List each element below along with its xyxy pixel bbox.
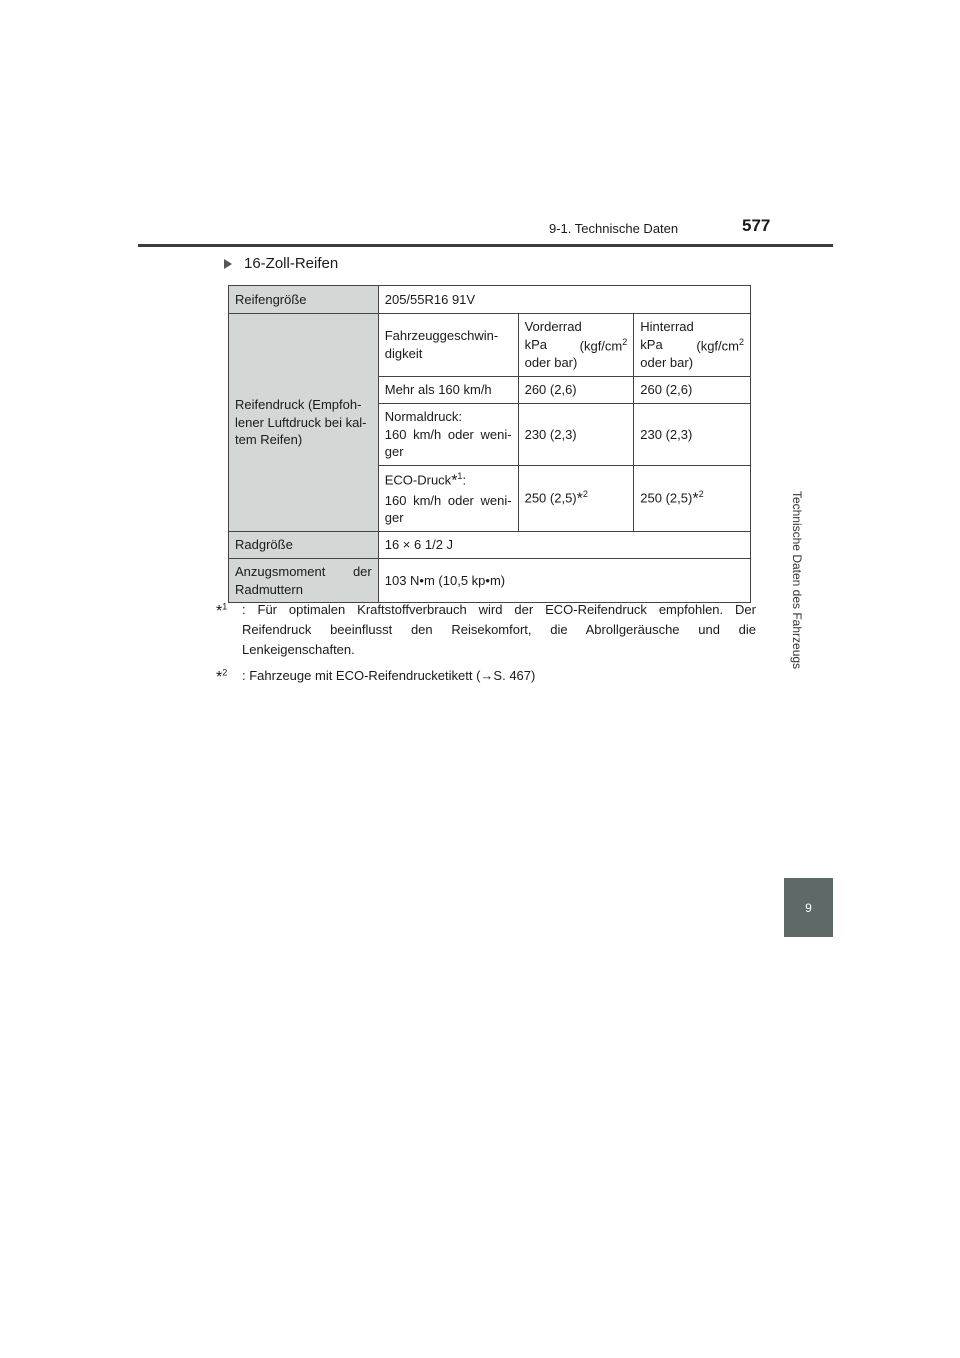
chapter-tab <box>784 878 833 937</box>
asterisk-icon: * <box>692 489 699 507</box>
footnote-ref: 2 <box>698 488 704 499</box>
footnote-text: : Für optimalen Kraftstoffverbrauch wird der ECO-Reifendruck empfohlen. Der Reifendruck beeinflusst den Reisekomfort, die Abrollgeräusche und die Lenkeigenschaften. <box>242 602 756 658</box>
speed-cell: Mehr als 160 km/h <box>378 376 518 403</box>
tire-size-value: 205/55R16 91V <box>378 286 750 314</box>
pressure-label-cell <box>229 314 379 532</box>
asterisk-icon: * <box>451 472 458 490</box>
pressure-label: Reifendruck (Empfoh- lener Luftdruck bei kal- tem Reifen) <box>235 397 367 448</box>
rear-pressure-cell: 230 (2,3) <box>634 403 751 465</box>
front-pressure-cell: 260 (2,6) <box>518 376 634 403</box>
footnotes <box>216 600 756 697</box>
footnote-number: 1 <box>222 601 228 612</box>
speed-line1: ECO-Druck <box>384 472 452 488</box>
torque-value: 103 N•m (10,5 kp•m) <box>378 558 750 602</box>
speed-line1: Normaldruck: <box>384 409 463 425</box>
asterisk-icon: * <box>216 603 223 620</box>
table-row <box>229 531 751 558</box>
table-row <box>229 314 751 377</box>
speed-line3: ger <box>384 444 404 460</box>
tire-spec-table <box>228 285 751 603</box>
table-row <box>229 558 751 602</box>
rear-pressure-value: 250 (2,5) <box>640 489 693 505</box>
table-row <box>229 286 751 314</box>
chapter-number: 9 <box>805 900 812 915</box>
front-pressure-cell <box>518 465 634 531</box>
front-pressure-value: 250 (2,5) <box>524 489 577 505</box>
footnote-1 <box>216 600 756 660</box>
torque-label-cell: Anzugsmoment der Radmuttern <box>229 558 379 602</box>
footnote-number: 2 <box>222 668 228 679</box>
speed-line1-tail: : <box>462 472 467 488</box>
head-front: Vorderrad kPa ($kgf/cm^2$ oder bar) <box>518 314 634 377</box>
footnote-ref: 2 <box>582 488 588 499</box>
section-heading <box>224 255 338 272</box>
header-section-title: 9-1. Technische Daten <box>549 221 679 236</box>
page-number: 577 <box>742 216 771 235</box>
rear-pressure-cell <box>634 465 751 531</box>
footnote-text: : Fahrzeuge mit ECO-Reifendrucketikett (→S. 467) <box>242 668 536 684</box>
side-chapter-label-text: Technische Daten des Fahrzeugs <box>790 490 804 670</box>
tire-size-label: Reifengröße <box>229 286 379 314</box>
triangle-bullet-icon <box>224 259 232 269</box>
wheel-size-value: 16 × 6 1/2 J <box>378 531 750 558</box>
head-rear-line3: oder bar) <box>640 355 694 371</box>
head-front-line1: Vorderrad <box>524 319 582 334</box>
head-rear: Hinterrad kPa ($kgf/cm^2$ oder bar) <box>634 314 751 377</box>
head-front-sup: 2 <box>622 336 628 347</box>
head-front-line3: oder bar) <box>524 355 578 371</box>
section-title: 16-Zoll-Reifen <box>244 255 339 272</box>
footnote-2 <box>216 666 756 691</box>
header-divider <box>138 244 833 247</box>
asterisk-icon: * <box>576 489 583 507</box>
head-rear-line1: Hinterrad <box>640 319 694 334</box>
head-rear-sup: 2 <box>738 336 744 347</box>
footnote-ref: 1 <box>457 470 463 481</box>
head-speed: Fahrzeuggeschwin- digkeit <box>378 314 518 377</box>
asterisk-icon: * <box>216 669 223 687</box>
speed-cell: Normaldruck: 160 km/h oder weni- ger <box>378 403 518 465</box>
torque-label-line2: Radmuttern <box>235 581 303 597</box>
front-pressure-cell: 230 (2,3) <box>518 403 634 465</box>
side-chapter-label <box>777 490 817 670</box>
speed-line3: ger <box>384 510 404 526</box>
wheel-size-label: Radgröße <box>229 531 379 558</box>
rear-pressure-cell: 260 (2,6) <box>634 376 751 403</box>
speed-cell: ECO-Druck*$^1$: 160 km/h oder weni- ger <box>378 465 518 531</box>
